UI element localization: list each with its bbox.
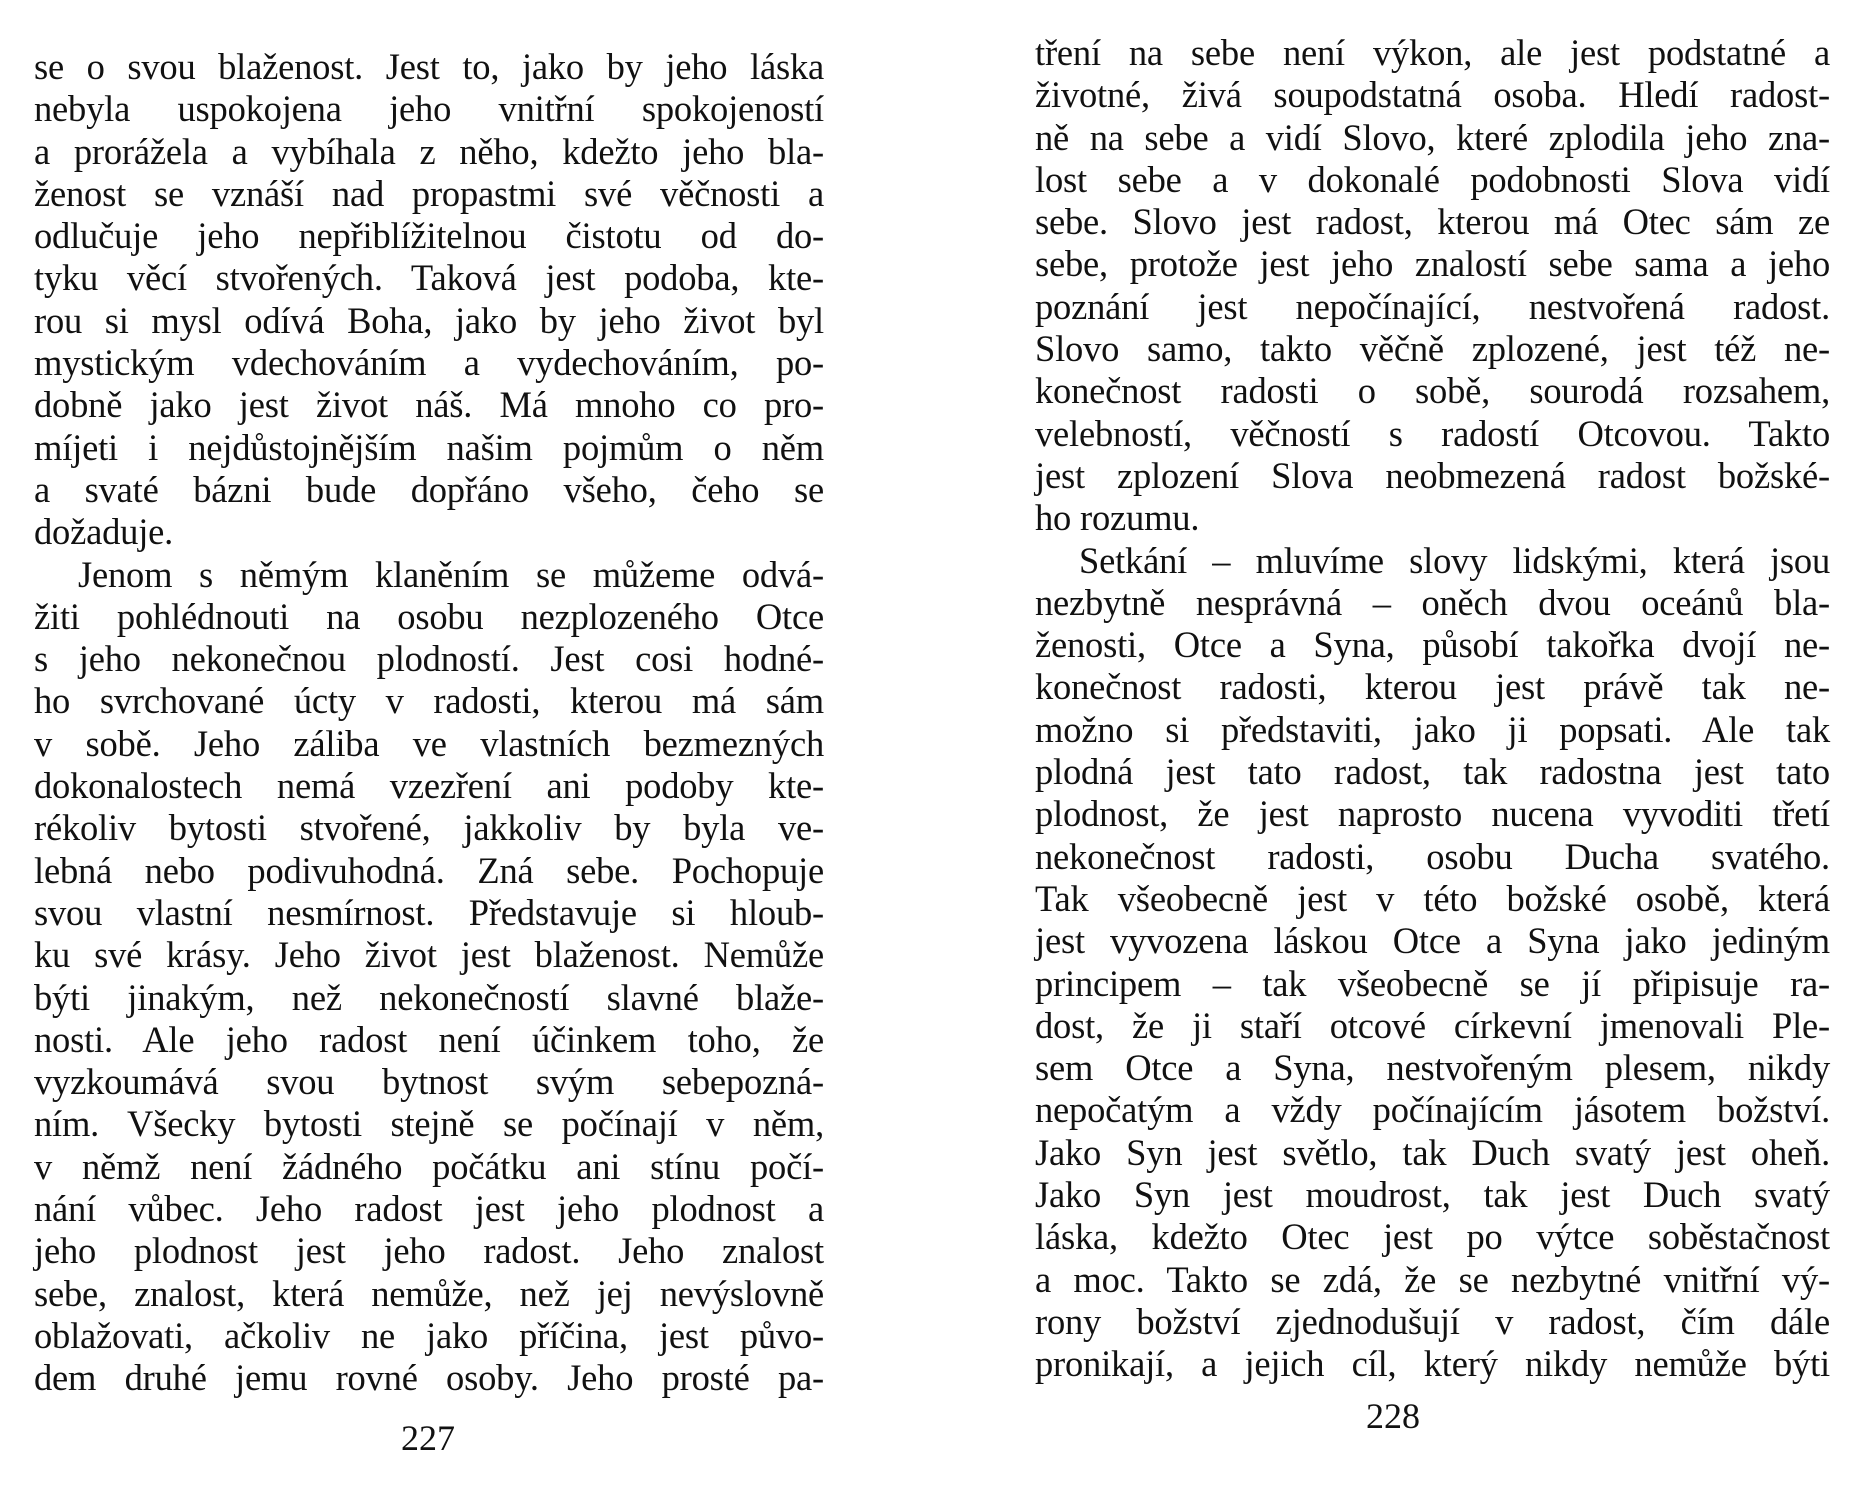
left-page-number: 227 xyxy=(401,1418,455,1458)
text-line: v sobě. Jeho záliba ve vlastních bezmezných xyxy=(34,722,824,764)
text-line: nepočatým a vždy počínajícím jásotem božství. xyxy=(1035,1089,1830,1131)
text-line: poznání jest nepočínající, nestvořená radost. xyxy=(1035,285,1830,327)
text-line: a moc. Takto se zdá, že se nezbytné vnitřní vý- xyxy=(1035,1258,1830,1300)
text-line: dem druhé jemu rovné osoby. Jeho prosté pa- xyxy=(34,1357,824,1399)
text-line: se o svou blaženost. Jest to, jako by jeho láska xyxy=(34,46,824,87)
text-line: rony božství zjednodušují v radost, čím dále xyxy=(1035,1300,1830,1342)
text-line: konečnost radosti, kterou jest právě tak ne- xyxy=(1035,666,1830,708)
text-line: jest vyvozena láskou Otce a Syna jako jediným xyxy=(1035,920,1830,962)
text-line: Jako Syn jest moudrost, tak jest Duch svatý xyxy=(1035,1174,1830,1216)
text-line: ním. Všecky bytosti stejně se počínají v něm, xyxy=(34,1103,824,1145)
text-line: sem Otce a Syna, nestvořeným plesem, nikdy xyxy=(1035,1047,1830,1089)
text-line: životné, živá soupodstatná osoba. Hledí radost- xyxy=(1035,74,1830,116)
text-line: láska, kdežto Otec jest po výtce soběstačnost xyxy=(1035,1216,1830,1258)
text-line: ženosti, Otce a Syna, působí takořka dvojí ne- xyxy=(1035,624,1830,666)
text-line: ně na sebe a vidí Slovo, které zplodila jeho zna- xyxy=(1035,116,1830,158)
text-line: oblažovati, ačkoliv ne jako příčina, jest půvo- xyxy=(34,1314,824,1356)
text-line: ho rozumu. xyxy=(1035,497,1200,539)
text-line: odlučuje jeho nepřiblížitelnou čistotu od do- xyxy=(34,215,824,257)
text-line: rou si mysl odívá Boha, jako by jeho život byl xyxy=(34,299,824,341)
text-line: lost sebe a v dokonalé podobnosti Slova vidí xyxy=(1035,158,1830,200)
text-line: tyku věcí stvořených. Taková jest podoba, kte- xyxy=(34,257,824,299)
text-line: ženost se vznáší nad propastmi své věčnosti a xyxy=(34,172,824,214)
text-line: dožaduje. xyxy=(34,511,174,553)
text-line: nezbytně nesprávná – oněch dvou oceánů bla- xyxy=(1035,581,1830,623)
text-line: s jeho nekonečnou plodností. Jest cosi hodné- xyxy=(34,638,824,680)
text-line: dokonalostech nemá vzezření ani podoby kte- xyxy=(34,765,824,807)
right-page xyxy=(925,0,1850,1500)
text-line: plodnost, že jest naprosto nucena vyvoditi třetí xyxy=(1035,793,1830,835)
text-line: ho svrchované úcty v radosti, kterou má sám xyxy=(34,680,824,722)
text-line: Setkání – mluvíme slovy lidskými, která jsou xyxy=(1079,539,1830,581)
text-line: rékoliv bytosti stvořené, jakkoliv by byla ve- xyxy=(34,807,824,849)
text-line: velebností, věčností s radostí Otcovou. Takto xyxy=(1035,412,1830,454)
text-line: plodná jest tato radost, tak radostna jest tato xyxy=(1035,751,1830,793)
text-line: dost, že ji staří otcové církevní jmenovali Ple- xyxy=(1035,1004,1830,1046)
text-line: Jako Syn jest světlo, tak Duch svatý jest oheň. xyxy=(1035,1131,1830,1173)
text-line: jest zplození Slova neobmezená radost božské- xyxy=(1035,454,1830,496)
text-line: nekonečnost radosti, osobu Ducha svatého. xyxy=(1035,835,1830,877)
text-line: v němž není žádného počátku ani stínu počí- xyxy=(34,1145,824,1187)
text-line: nání vůbec. Jeho radost jest jeho plodnost a xyxy=(34,1188,824,1230)
text-line: sebe, znalost, která nemůže, než jej nevýslovně xyxy=(34,1272,824,1314)
text-line: sebe, protože jest jeho znalostí sebe sama a jeho xyxy=(1035,243,1830,285)
right-page-text xyxy=(1035,32,1830,1386)
text-line: býti jinakým, než nekonečností slavné blaže- xyxy=(34,976,824,1018)
text-line: sebe. Slovo jest radost, kterou má Otec sám ze xyxy=(1035,201,1830,243)
text-line: Jenom s němým klaněním se můžeme odvá- xyxy=(78,553,824,595)
text-line: konečnost radosti o sobě, sourodá rozsahem, xyxy=(1035,370,1830,412)
text-line: a prorážela a vybíhala z něho, kdežto jeho bla- xyxy=(34,130,824,172)
text-line: dobně jako jest život náš. Má mnoho co pro- xyxy=(34,384,824,426)
text-line: svou vlastní nesmírnost. Představuje si hloub- xyxy=(34,891,824,933)
text-line: žiti pohlédnouti na osobu nezplozeného Otce xyxy=(34,595,824,637)
text-line: míjeti i nejdůstojnějším našim pojmům o něm xyxy=(34,426,824,468)
text-line: jeho plodnost jest jeho radost. Jeho znalost xyxy=(34,1230,824,1272)
text-line: Tak všeobecně jest v této božské osobě, která xyxy=(1035,877,1830,919)
text-line: Slovo samo, takto věčně zplozené, jest též ne- xyxy=(1035,328,1830,370)
text-line: principem – tak všeobecně se jí připisuje ra- xyxy=(1035,962,1830,1004)
left-page-text xyxy=(34,46,824,1400)
text-line: nebyla uspokojena jeho vnitřní spokojeností xyxy=(34,88,824,130)
text-line: pronikají, a jejich cíl, který nikdy nemůže býti xyxy=(1035,1343,1830,1385)
text-line: a svaté bázni bude dopřáno všeho, čeho se xyxy=(34,468,824,510)
text-line: nosti. Ale jeho radost není účinkem toho, že xyxy=(34,1018,824,1060)
text-line: tření na sebe není výkon, ale jest podstatné a xyxy=(1035,32,1830,73)
text-line: lebná nebo podivuhodná. Zná sebe. Pochopuje xyxy=(34,849,824,891)
text-line: vyzkoumává svou bytnost svým sebepozná- xyxy=(34,1061,824,1103)
right-page-number: 228 xyxy=(1366,1396,1420,1436)
text-line: mystickým vdechováním a vydechováním, po- xyxy=(34,342,824,384)
text-line: možno si představiti, jako ji popsati. Ale tak xyxy=(1035,708,1830,750)
text-line: ku své krásy. Jeho život jest blaženost. Nemůže xyxy=(34,934,824,976)
